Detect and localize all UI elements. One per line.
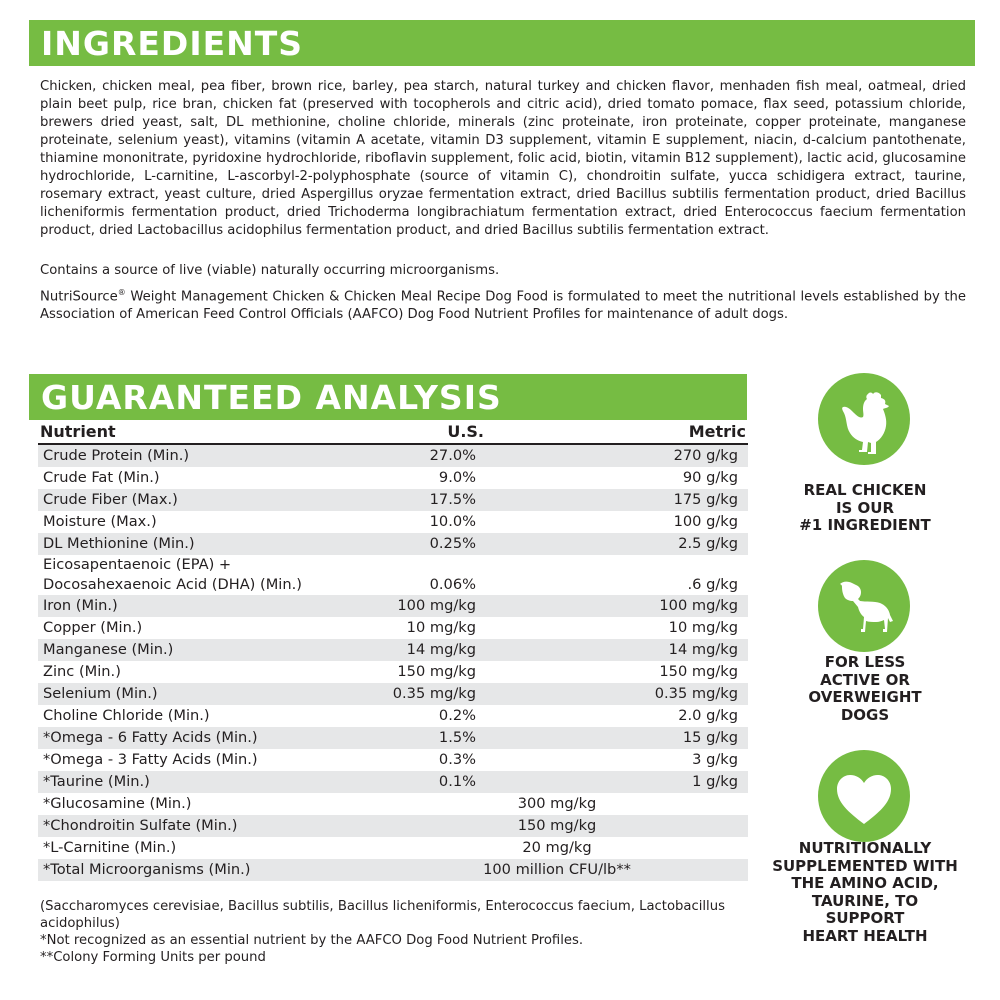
metric-value: 2.5 g/kg xyxy=(486,533,748,555)
claim-line: SUPPLEMENTED WITH xyxy=(772,856,958,875)
chicken-icon xyxy=(818,373,910,465)
metric-value: 3 g/kg xyxy=(692,751,738,768)
table-row xyxy=(38,815,748,837)
us-value: 0.2% xyxy=(438,707,476,724)
nutrient-name: *Glucosamine (Min.) xyxy=(43,795,192,812)
registered-mark: ® xyxy=(117,288,126,297)
ingredients-heading: INGREDIENTS xyxy=(29,20,975,66)
table-row xyxy=(38,511,748,533)
claim-line: IS OUR xyxy=(835,498,895,517)
table-row xyxy=(38,771,748,793)
nutrient-name: Selenium (Min.) xyxy=(38,683,372,705)
table-row xyxy=(38,793,748,815)
nutrient-name: *Omega - 6 Fatty Acids (Min.) xyxy=(38,727,372,749)
claim-line: FOR LESS xyxy=(824,653,906,671)
metric-value: 10 mg/kg xyxy=(668,619,738,636)
claim-line: NUTRITIONALLY xyxy=(798,839,932,857)
metric-value: 0.35 mg/kg xyxy=(486,683,748,705)
table-row xyxy=(38,683,748,705)
us-value: 14 mg/kg xyxy=(372,639,486,661)
metric-value: 2.0 g/kg xyxy=(678,707,738,724)
nutrient-name: *L-Carnitine (Min.) xyxy=(43,839,177,856)
us-value: 150 mg/kg xyxy=(397,663,476,680)
nutrient-name-line2: Docosahexaenoic Acid (DHA) (Min.) xyxy=(43,576,302,593)
nutrient-name: *Chondroitin Sulfate (Min.) xyxy=(38,815,372,837)
nutrient-name: Zinc (Min.) xyxy=(43,663,121,680)
claim-line: TAURINE, TO SUPPORT xyxy=(811,891,919,927)
ingredients-list: Chicken, chicken meal, pea fiber, brown rice, barley, pea starch, natural turkey and chicken flavor, menhaden fish meal, oatmeal, dried plain beet pulp, rice bran, chicken fat (preserved with tocopherols and citric acid), dried tomato pomace, flax seed, potassium chloride, brewers dried yeast, salt, DL methionine, choline chloride, minerals (zinc proteinate, iron proteinate, copper proteinate, manganese proteinate, selenium yeast), vitamins (vitamin A acetate, vitamin D3 supplement, vitamin E supplement, niacin, d-calcium pantothenate, thiamine mononitrate, pyridoxine hydrochloride, riboflavin supplement, folic acid, biotin, vitamin B12 supplement), lactic acid, glucosamine hydrochloride, L-carnitine, L-ascorbyl-2-polyphosphate (source of vitamin C), chondroitin sulfate, yucca schidigera extract, taurine, rosemary extract, yeast culture, dried Aspergillus oryzae fermentation extract, dried Bacillus subtilis fermentation product, dried Bacillus licheniformis fermentation product, dried Trichoderma longibrachiatum fermentation extract, dried Enterococcus faecium fermentation product, dried Lactobacillus acidophilus fermentation product, and dried Bacillus subtilis fermentation extract. xyxy=(40,79,966,238)
guaranteed-analysis-table xyxy=(38,422,748,881)
nutrient-name: Crude Protein (Min.) xyxy=(38,444,372,467)
table-header-row xyxy=(38,422,748,444)
aafco-formulation-statement xyxy=(40,284,966,324)
real-chicken-claim xyxy=(770,482,960,535)
nutrient-name: Choline Chloride (Min.) xyxy=(43,707,210,724)
organisms-footnote: (Saccharomyces cerevisiae, Bacillus subtilis, Bacillus licheniformis, Enterococcus faecium, Lactobacillus acidophilus) xyxy=(40,899,725,931)
live-microorganisms-note: Contains a source of live (viable) naturally occurring microorganisms. xyxy=(40,263,500,278)
us-value: 10 mg/kg xyxy=(406,619,476,636)
nutrient-name: Crude Fat (Min.) xyxy=(43,469,160,486)
us-value: 0.35 mg/kg xyxy=(372,683,486,705)
chicken-badge xyxy=(818,373,910,465)
guaranteed-analysis-heading: GUARANTEED ANALYSIS xyxy=(29,374,747,420)
metric-value: 100 g/kg xyxy=(673,513,738,530)
table-row xyxy=(38,705,748,727)
claim-line: DOGS xyxy=(840,705,890,724)
metric-value: 150 mg/kg xyxy=(659,663,738,680)
table-row xyxy=(38,617,748,639)
nutrient-name: *Total Microorganisms (Min.) xyxy=(38,859,372,881)
weight-management-claim xyxy=(770,654,960,724)
nutrient-name: Iron (Min.) xyxy=(38,595,372,617)
table-row xyxy=(38,749,748,771)
table-row xyxy=(38,727,748,749)
claim-line: REAL CHICKEN xyxy=(803,481,927,499)
table-row xyxy=(38,595,748,617)
cfu-footnote: **Colony Forming Units per pound xyxy=(40,950,266,965)
combined-value: 100 million CFU/lb** xyxy=(372,859,748,881)
us-value: 1.5% xyxy=(372,727,486,749)
us-value: 100 mg/kg xyxy=(372,595,486,617)
nutrient-name xyxy=(38,555,372,595)
metric-value: 270 g/kg xyxy=(486,444,748,467)
us-value: 10.0% xyxy=(429,513,476,530)
us-value: 27.0% xyxy=(372,444,486,467)
nutrient-name: Copper (Min.) xyxy=(43,619,143,636)
us-value: 0.1% xyxy=(372,771,486,793)
us-column-header: U.S. xyxy=(372,422,486,444)
metric-value: 1 g/kg xyxy=(486,771,748,793)
nutrient-name: Moisture (Max.) xyxy=(43,513,157,530)
nutrient-name: Manganese (Min.) xyxy=(38,639,372,661)
dog-badge xyxy=(818,560,910,652)
table-row xyxy=(38,639,748,661)
combined-value: 20 mg/kg xyxy=(522,839,592,856)
metric-column-header: Metric xyxy=(486,422,748,444)
claim-line: HEART HEALTH xyxy=(802,926,928,945)
brand-name: NutriSource xyxy=(40,289,118,305)
aafco-footnote: *Not recognized as an essential nutrient by the AAFCO Dog Food Nutrient Profiles. xyxy=(40,933,584,948)
nutrient-name: Crude Fiber (Max.) xyxy=(38,489,372,511)
table-row xyxy=(38,661,748,683)
taurine-heart-health-claim xyxy=(770,840,960,945)
nutrient-name: *Omega - 3 Fatty Acids (Min.) xyxy=(43,751,258,768)
claim-line: THE AMINO ACID, xyxy=(791,874,939,892)
claim-line: ACTIVE OR xyxy=(820,670,910,689)
us-value: 9.0% xyxy=(438,469,476,486)
metric-value: 14 mg/kg xyxy=(486,639,748,661)
table-row xyxy=(38,555,748,595)
table-row xyxy=(38,859,748,881)
us-value: 17.5% xyxy=(372,489,486,511)
table-row xyxy=(38,837,748,859)
claim-line: #1 INGREDIENT xyxy=(799,516,931,534)
us-value: 0.06% xyxy=(429,576,476,593)
metric-value: .6 g/kg xyxy=(687,576,738,593)
metric-value: 100 mg/kg xyxy=(486,595,748,617)
table-row xyxy=(38,444,748,467)
formulation-text: Weight Management Chicken & Chicken Meal Recipe Dog Food is formulated to meet the nutritional levels established by the Association of American Feed Control Officials (AAFCO) Dog Food Nutrient Profiles for maintenance of adult dogs. xyxy=(40,289,966,323)
nutrient-column-header: Nutrient xyxy=(38,422,372,444)
table-row xyxy=(38,489,748,511)
us-value: 0.3% xyxy=(438,751,476,768)
metric-value: 90 g/kg xyxy=(682,469,738,486)
claim-line: OVERWEIGHT xyxy=(808,688,922,706)
combined-value: 150 mg/kg xyxy=(372,815,748,837)
metric-value: 175 g/kg xyxy=(486,489,748,511)
nutrient-name: DL Methionine (Min.) xyxy=(38,533,372,555)
combined-value: 300 mg/kg xyxy=(517,795,597,812)
table-row xyxy=(38,533,748,555)
heart-badge xyxy=(818,750,910,842)
dog-icon xyxy=(818,560,910,652)
heart-icon xyxy=(818,750,910,842)
table-row xyxy=(38,467,748,489)
metric-value: 15 g/kg xyxy=(486,727,748,749)
us-value: 0.25% xyxy=(372,533,486,555)
nutrient-name-line1: Eicosapentaenoic (EPA) + xyxy=(43,556,232,573)
nutrient-name: *Taurine (Min.) xyxy=(38,771,372,793)
analysis-footnotes xyxy=(40,898,760,966)
